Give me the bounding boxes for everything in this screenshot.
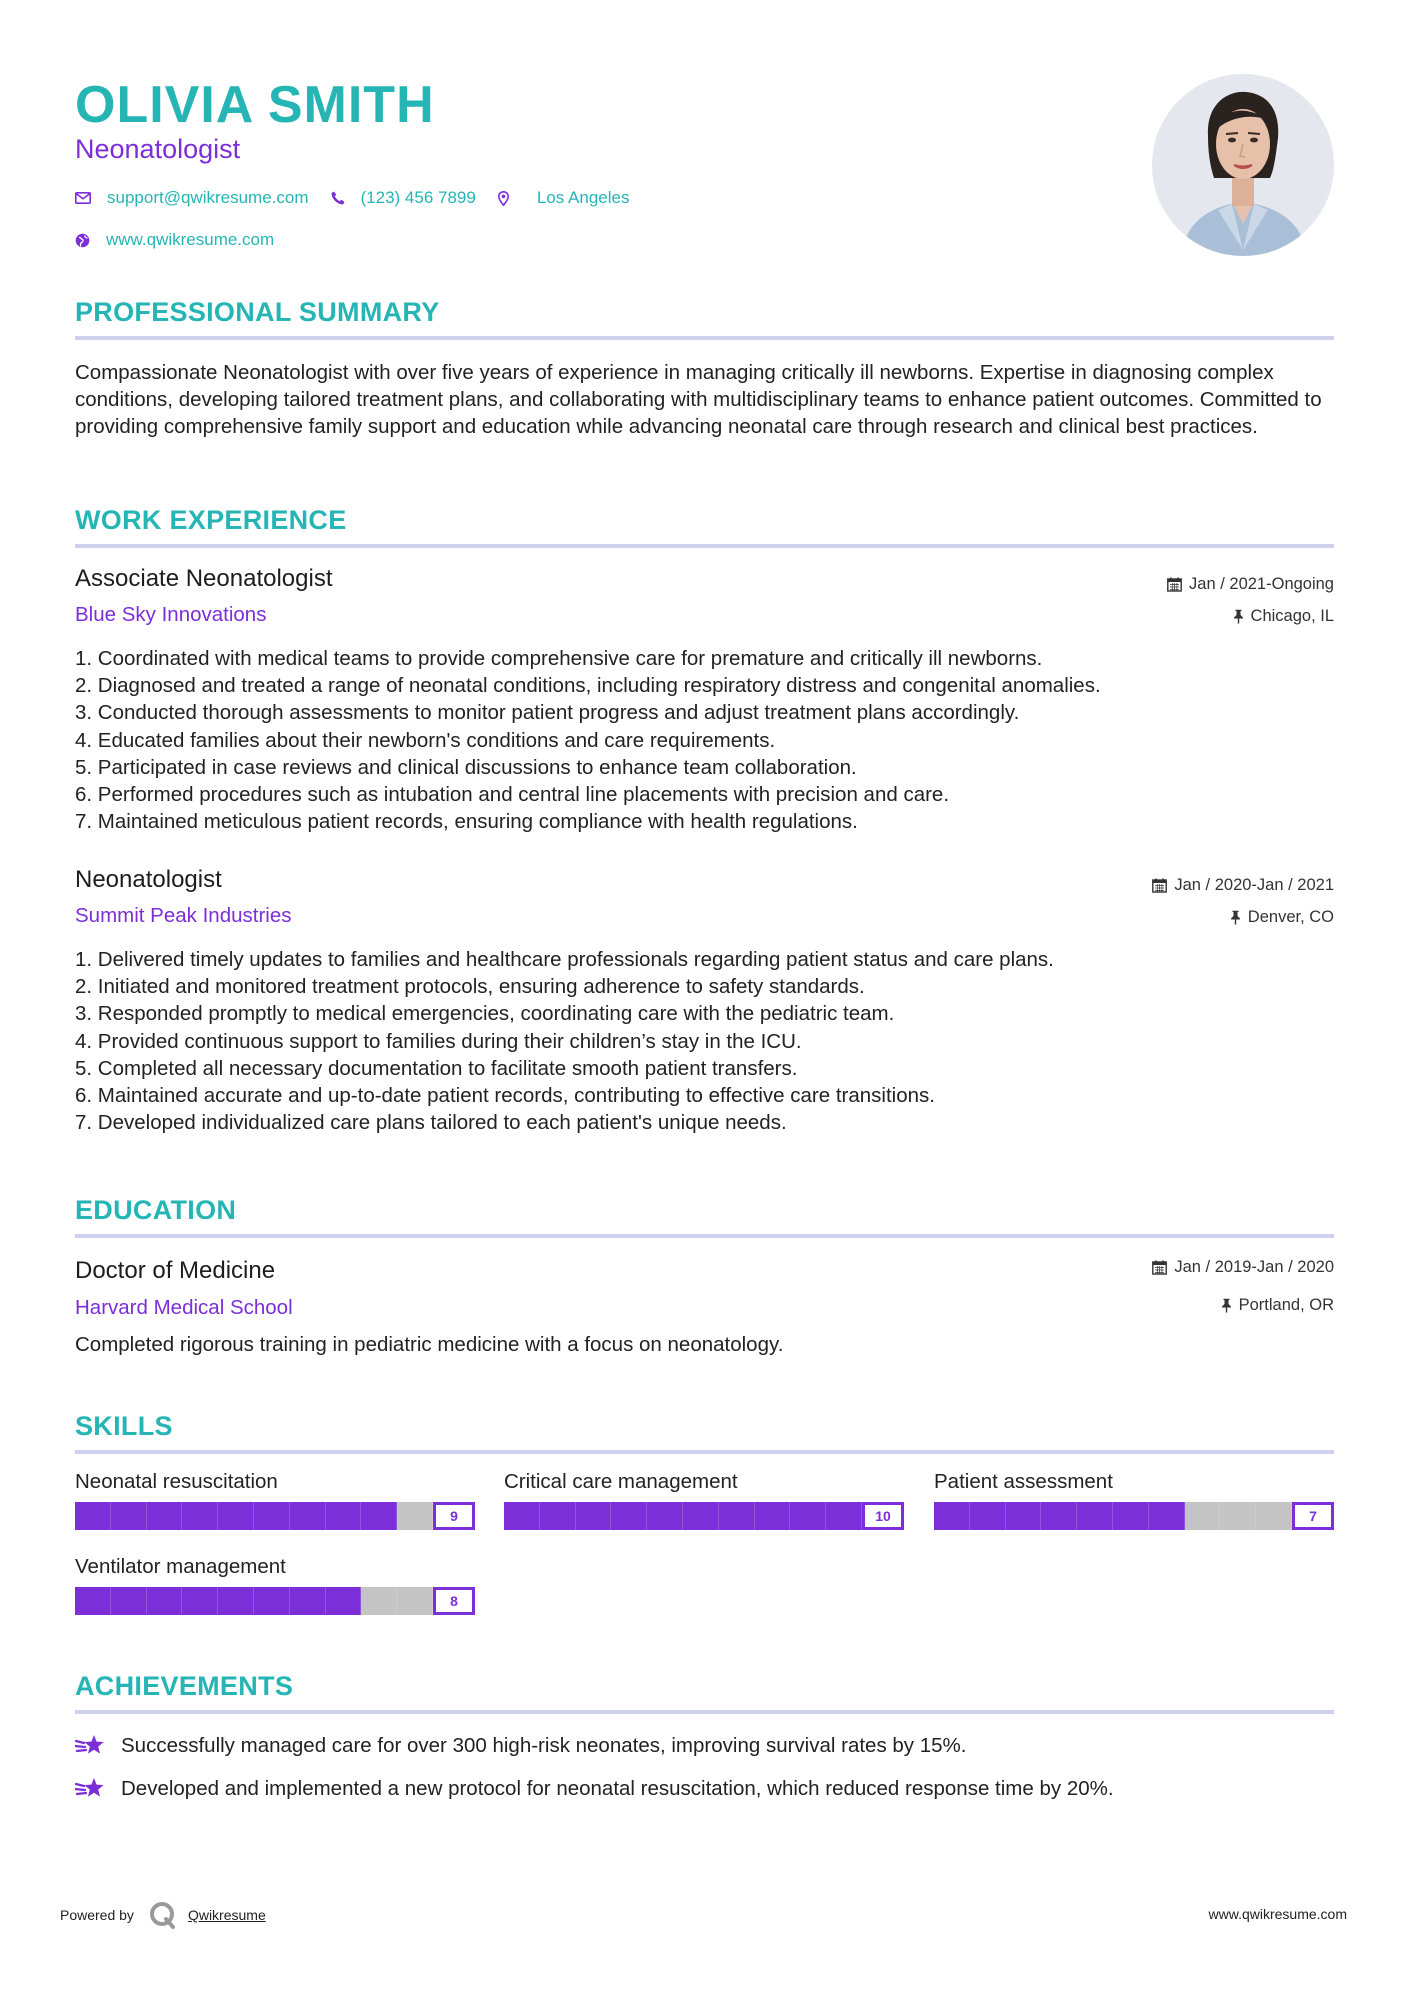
globe-icon — [75, 233, 90, 248]
skill-bar — [504, 1502, 904, 1532]
skill-name: Critical care management — [504, 1470, 738, 1493]
job-2-dates-text: Jan / 2020-Jan / 2021 — [1174, 876, 1334, 894]
email-text: support@qwikresume.com — [107, 188, 309, 207]
skill-bar-segment — [182, 1587, 218, 1615]
skill-bar-segment — [790, 1502, 826, 1530]
skill-name: Neonatal resuscitation — [75, 1470, 278, 1493]
summary-text: Compassionate Neonatologist with over five years of experience in managing critically ill newborns. Expertise in diagnosing complex conditions, developing tailored treatment plans, and collaborating with multidisciplinary teams to enhance patient outcomes. Committed to providing comprehensive family support and education while advancing neonatal care through research and clinical best practices. — [75, 361, 1322, 438]
skill-name: Patient assessment — [934, 1470, 1113, 1493]
skill-bar-segment — [290, 1502, 326, 1530]
job-2-company: Summit Peak Industries — [75, 904, 292, 927]
footer-website[interactable]: www.qwikresume.com — [1208, 1906, 1347, 1922]
qwikresume-link[interactable]: Qwikresume — [187, 1907, 266, 1923]
candidate-name: OLIVIA SMITH — [75, 76, 435, 134]
summary-section-title: PROFESSIONAL SUMMARY — [75, 297, 440, 327]
list-item: 1. Delivered timely updates to families and healthcare professionals regarding patient status and care plans. — [75, 948, 1054, 971]
phone-text: (123) 456 7899 — [360, 188, 476, 207]
skill-bar-segment — [1077, 1502, 1113, 1530]
skill-bar-segment — [1006, 1502, 1042, 1530]
skill-bar-segment — [147, 1587, 183, 1615]
skill-bar-segment — [75, 1587, 111, 1615]
skill-bar-segments — [934, 1502, 1292, 1530]
contact-row-1 — [75, 188, 651, 208]
skill-bar-segment — [182, 1502, 218, 1530]
powered-by-text: Powered by — [60, 1907, 134, 1923]
skill-score: 7 — [1292, 1502, 1334, 1530]
skill-bar-segment — [397, 1587, 433, 1615]
job-1-title: Associate Neonatologist — [75, 565, 333, 592]
pushpin-icon — [1221, 1298, 1232, 1313]
list-item: 4. Provided continuous support to families during their children’s stay in the ICU. — [75, 1029, 802, 1053]
shooting-star-icon — [75, 1776, 107, 1802]
skill-score: 8 — [433, 1587, 475, 1615]
skill-bar — [75, 1587, 475, 1617]
skill-bar-segment — [218, 1587, 254, 1615]
experience-divider — [75, 544, 1334, 548]
skill-bar — [75, 1502, 475, 1532]
list-item: 4. Educated families about their newborn's conditions and care requirements. — [75, 728, 776, 752]
achievements-divider — [75, 1710, 1334, 1714]
job-2-dates — [1152, 876, 1334, 895]
skill-name: Ventilator management — [75, 1555, 286, 1578]
skill-bar-segment — [540, 1502, 576, 1530]
job-1-location-text: Chicago, IL — [1250, 607, 1334, 625]
list-item: 5. Participated in case reviews and clinical discussions to enhance team collaboration. — [75, 755, 857, 779]
phone-contact[interactable] — [331, 188, 476, 208]
skill-bar-segment — [826, 1502, 862, 1530]
website-contact[interactable] — [75, 230, 274, 250]
skill-ventilator-management — [75, 1555, 475, 1617]
education-divider — [75, 1234, 1334, 1238]
summary-divider — [75, 336, 1334, 340]
profile-photo — [1152, 74, 1334, 256]
skill-bar-segment — [361, 1502, 397, 1530]
list-item: 2. Diagnosed and treated a range of neonatal conditions, including respiratory distress and congenital anomalies. — [75, 674, 1101, 698]
skill-bar-segment — [326, 1502, 362, 1530]
skill-bar-segments — [504, 1502, 862, 1530]
education-location — [1221, 1296, 1334, 1315]
skill-critical-care-management — [504, 1470, 904, 1532]
skill-bar-segment — [1041, 1502, 1077, 1530]
calendar-icon — [1167, 577, 1182, 592]
education-degree: Doctor of Medicine — [75, 1257, 276, 1284]
job-1-location — [1233, 607, 1334, 626]
skill-neonatal-resuscitation — [75, 1470, 475, 1532]
profile-portrait-image — [1152, 74, 1334, 256]
skill-bar-segment — [111, 1502, 147, 1530]
experience-section-title: WORK EXPERIENCE — [75, 505, 347, 535]
achievement-item-1 — [75, 1733, 966, 1759]
job-1-dates-text: Jan / 2021-Ongoing — [1189, 575, 1334, 593]
skill-bar-segment — [576, 1502, 612, 1530]
skill-patient-assessment — [934, 1470, 1334, 1532]
skill-bar-segment — [1113, 1502, 1149, 1530]
skill-bar-segment — [611, 1502, 647, 1530]
skill-bar-segments — [75, 1502, 433, 1530]
job-1-dates — [1167, 575, 1334, 594]
job-2-location — [1230, 908, 1334, 927]
education-dates — [1152, 1258, 1334, 1277]
skill-bar-segment — [147, 1502, 183, 1530]
skill-bar-segment — [683, 1502, 719, 1530]
job-2-bullets — [75, 946, 1337, 1136]
skill-bar-segment — [218, 1502, 254, 1530]
education-location-text: Portland, OR — [1238, 1296, 1334, 1314]
list-item: 3. Responded promptly to medical emergencies, coordinating care with the pediatric team. — [75, 1002, 895, 1026]
skill-bar-segment — [504, 1502, 540, 1530]
skill-bar-segment — [1220, 1502, 1256, 1530]
skill-bar-segment — [755, 1502, 791, 1530]
email-contact[interactable] — [75, 188, 309, 208]
pushpin-icon — [1230, 910, 1241, 925]
skill-bar-segment — [254, 1587, 290, 1615]
skill-bar-segment — [111, 1587, 147, 1615]
location-text: Los Angeles — [536, 188, 630, 207]
job-1-bullets — [75, 645, 1337, 835]
skill-bar-segment — [361, 1587, 397, 1615]
job-2-location-text: Denver, CO — [1247, 908, 1334, 926]
education-section-title: EDUCATION — [75, 1195, 237, 1225]
skills-divider — [75, 1450, 1334, 1454]
achievement-item-2 — [75, 1776, 1114, 1802]
location-contact — [498, 188, 630, 208]
job-2-title: Neonatologist — [75, 866, 222, 893]
footer-powered-by — [60, 1900, 266, 1930]
education-description: Completed rigorous training in pediatric medicine with a focus on neonatology. — [75, 1333, 784, 1356]
skill-bar-segment — [254, 1502, 290, 1530]
skill-bar-segment — [1185, 1502, 1221, 1530]
shooting-star-icon — [75, 1733, 107, 1759]
list-item: 7. Developed individualized care plans tailored to each patient's unique needs. — [75, 1111, 787, 1135]
achievement-text: Developed and implemented a new protocol for neonatal resuscitation, which reduced response time by 20%. — [121, 1777, 1114, 1800]
job-1-company: Blue Sky Innovations — [75, 603, 267, 626]
calendar-icon — [1152, 878, 1167, 893]
list-item: 6. Performed procedures such as intubation and central line placements with precision and care. — [75, 783, 950, 807]
achievements-section-title: ACHIEVEMENTS — [75, 1671, 294, 1701]
education-school: Harvard Medical School — [75, 1296, 293, 1319]
skill-score: 10 — [862, 1502, 904, 1530]
skill-bar-segment — [326, 1587, 362, 1615]
list-item: 5. Completed all necessary documentation to facilitate smooth patient transfers. — [75, 1056, 798, 1080]
list-item: 6. Maintained accurate and up-to-date patient records, contributing to effective care transitions. — [75, 1084, 935, 1108]
candidate-role: Neonatologist — [75, 134, 241, 164]
list-item: 3. Conducted thorough assessments to monitor patient progress and adjust treatment plans accordingly. — [75, 701, 1020, 725]
skill-bar-segment — [719, 1502, 755, 1530]
contact-row-2 — [75, 230, 296, 250]
list-item: 7. Maintained meticulous patient records, ensuring compliance with health regulations. — [75, 810, 858, 834]
phone-icon — [331, 191, 345, 205]
skill-bar-segment — [647, 1502, 683, 1530]
skills-section-title: SKILLS — [75, 1411, 173, 1441]
skill-bar-segment — [75, 1502, 111, 1530]
pushpin-icon — [1233, 609, 1244, 624]
envelope-icon — [75, 192, 91, 204]
list-item: 1. Coordinated with medical teams to provide comprehensive care for premature and critically ill newborns. — [75, 647, 1043, 670]
calendar-icon — [1152, 1260, 1167, 1275]
skill-score: 9 — [433, 1502, 475, 1530]
list-item: 2. Initiated and monitored treatment protocols, ensuring adherence to safety standards. — [75, 975, 865, 999]
skill-bar-segment — [397, 1502, 433, 1530]
skill-bar-segment — [1149, 1502, 1185, 1530]
map-pin-icon — [498, 191, 509, 206]
skill-bar-segments — [75, 1587, 433, 1615]
skill-bar-segment — [970, 1502, 1006, 1530]
skill-bar — [934, 1502, 1334, 1532]
qwikresume-logo-icon — [148, 1900, 178, 1930]
skill-bar-segment — [290, 1587, 326, 1615]
website-text: www.qwikresume.com — [106, 230, 275, 249]
skill-bar-segment — [934, 1502, 970, 1530]
skill-bar-segment — [1256, 1502, 1292, 1530]
education-dates-text: Jan / 2019-Jan / 2020 — [1174, 1258, 1334, 1276]
achievement-text: Successfully managed care for over 300 high-risk neonates, improving survival rates by 15%. — [121, 1734, 967, 1757]
